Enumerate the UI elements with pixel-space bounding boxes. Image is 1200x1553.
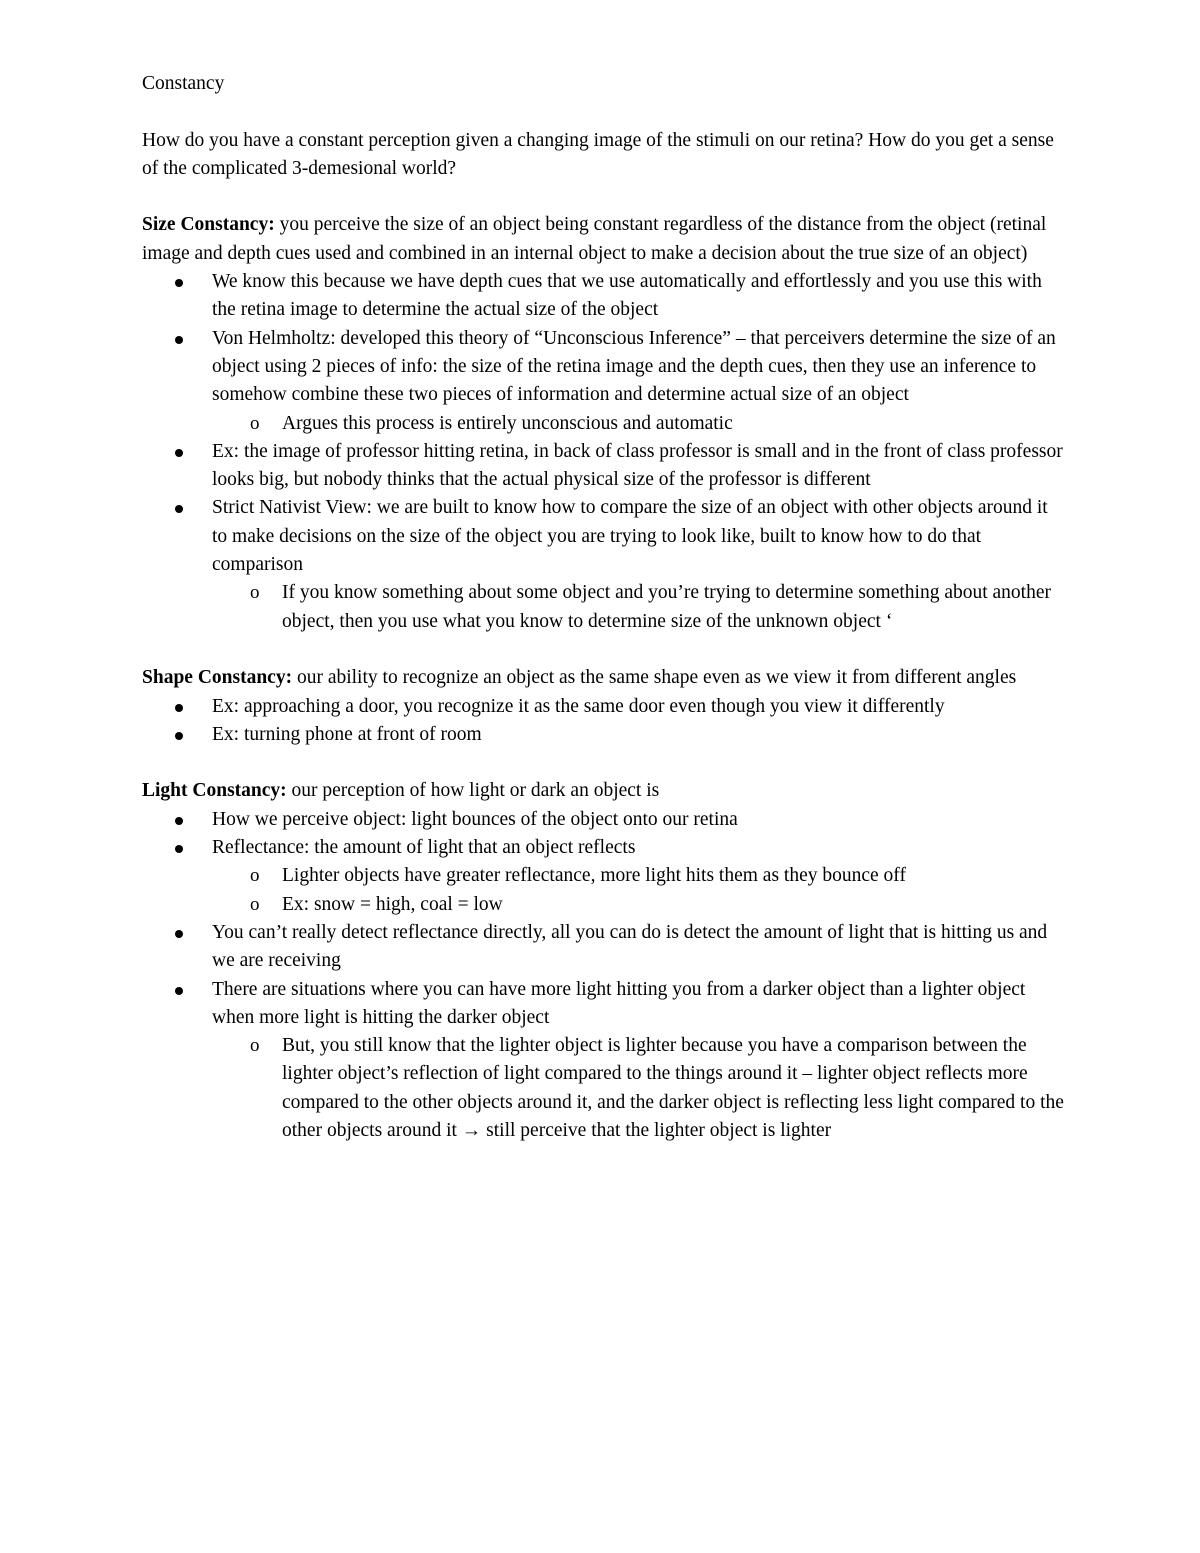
bullet-dot-icon (175, 845, 183, 853)
section-heading: Light Constancy: (142, 780, 287, 802)
list-item-text: Ex: the image of professor hitting retina, in back of class professor is small and in the front of class professor looks big, but nobody thinks that the actual physical size of the professor is different (212, 440, 1063, 491)
document-page (142, 70, 1067, 1174)
hollow-bullet-icon: o (250, 893, 260, 915)
sub-list-item-text: But, you still know that the lighter object is lighter because you have a comparison between the lighter object’s reflection of light compared to the things around it – lighter object reflects more compared to the other objects around it, and the darker object is reflecting less light compared to the other objects around it → still perceive that the lighter object is lighter (282, 1035, 1064, 1141)
sub-list-item (212, 410, 1067, 438)
sub-list-item-text: Lighter objects have greater reflectance, more light hits them as they bounce off (282, 865, 906, 887)
list-item-text: Reflectance: the amount of light that an object reflects (212, 837, 636, 859)
hollow-bullet-icon: o (250, 582, 260, 604)
bullet-dot-icon (175, 987, 183, 995)
section (142, 664, 1067, 749)
sub-bullet-list (212, 579, 1067, 636)
bullet-dot-icon (175, 279, 183, 287)
sub-list-item (212, 891, 1067, 919)
bullet-dot-icon (175, 505, 183, 513)
section-paragraph (142, 664, 1067, 692)
section-paragraph (142, 211, 1067, 268)
intro-paragraph: How do you have a constant perception given a changing image of the stimuli on our retina? How do you get a sense of the complicated 3-demesional world? (142, 129, 1054, 179)
section-text: our perception of how light or dark an object is (286, 780, 660, 802)
sub-bullet-list (212, 862, 1067, 919)
sub-list-item-text: Argues this process is entirely unconscious and automatic (282, 412, 733, 434)
list-item (142, 325, 1067, 438)
bullet-dot-icon (175, 704, 183, 712)
list-item (142, 919, 1067, 976)
hollow-bullet-icon: o (250, 865, 260, 887)
hollow-bullet-icon: o (250, 412, 260, 434)
document-title: Constancy (142, 73, 225, 94)
list-item-text: Strict Nativist View: we are built to know how to compare the size of an object with other objects around it to make decisions on the size of the object you are trying to look like, built to know how to do that comparison (212, 497, 1048, 576)
list-item-text: Von Helmholtz: developed this theory of “Unconscious Inference” – that perceivers determine the size of an object using 2 pieces of info: the size of the retina image and the depth cues, then they use an inference to somehow combine these two pieces of information and determine actual size of an object (212, 327, 1056, 406)
sub-list-item (212, 579, 1067, 636)
section-heading: Size Constancy: (142, 214, 275, 236)
bullet-dot-icon (175, 336, 183, 344)
list-item-text: Ex: approaching a door, you recognize it as the same door even though you view it differently (212, 695, 945, 717)
sub-list-item (212, 862, 1067, 890)
section-paragraph (142, 777, 1067, 805)
sections-container (142, 211, 1067, 1145)
bullet-list (142, 693, 1067, 750)
bullet-dot-icon (175, 930, 183, 938)
hollow-bullet-icon: o (250, 1035, 260, 1057)
sub-bullet-list (212, 1032, 1067, 1145)
section (142, 211, 1067, 635)
bullet-dot-icon (175, 817, 183, 825)
list-item-text: How we perceive object: light bounces of the object onto our retina (212, 808, 738, 830)
bullet-list (142, 806, 1067, 1146)
list-item-text: We know this because we have depth cues that we use automatically and effortlessly and you use this with the retina image to determine the actual size of the object (212, 271, 1042, 321)
list-item-text: You can’t really detect reflectance directly, all you can do is detect the amount of light that is hitting us and we are receiving (212, 921, 1048, 972)
section-heading: Shape Constancy: (142, 667, 293, 689)
section-text: you perceive the size of an object being constant regardless of the distance from the object (retinal image and depth cues used and combined in an internal object to make a decision about the true size of an object) (142, 214, 1047, 264)
bullet-list (142, 268, 1067, 636)
list-item (142, 976, 1067, 1146)
list-item (142, 721, 1067, 749)
bullet-dot-icon (175, 449, 183, 457)
bullet-dot-icon (175, 732, 183, 740)
list-item-text: Ex: turning phone at front of room (212, 723, 482, 745)
section (142, 777, 1067, 1145)
list-item (142, 494, 1067, 635)
list-item-text: There are situations where you can have more light hitting you from a darker object than a lighter object when more light is hitting the darker object (212, 978, 1026, 1028)
list-item (142, 806, 1067, 834)
sub-list-item-text: If you know something about some object and you’re trying to determine something about another object, then you use what you know to determine size of the unknown object ‘ (282, 582, 1051, 632)
section-text: our ability to recognize an object as the same shape even as we view it from different angles (292, 667, 1017, 689)
list-item (142, 268, 1067, 325)
list-item (142, 693, 1067, 721)
sub-list-item (212, 1032, 1067, 1145)
list-item (142, 438, 1067, 495)
sub-list-item-text: Ex: snow = high, coal = low (282, 893, 503, 915)
list-item (142, 834, 1067, 919)
sub-bullet-list (212, 410, 1067, 438)
